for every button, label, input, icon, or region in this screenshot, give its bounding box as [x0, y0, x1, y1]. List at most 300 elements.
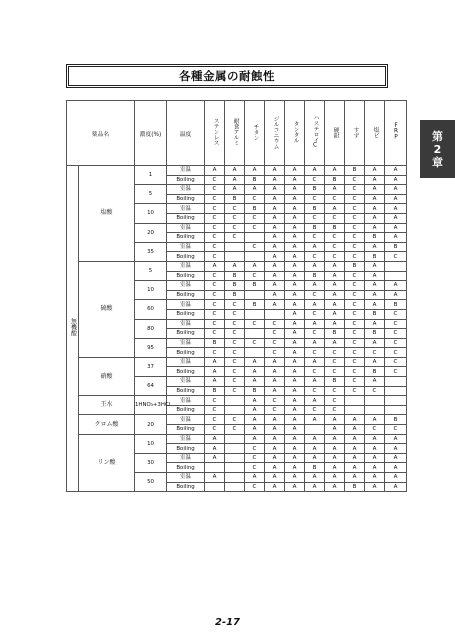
rating-cell: C: [385, 367, 407, 377]
rating-cell: A: [265, 425, 285, 435]
rating-cell: [225, 473, 245, 483]
rating-cell: C: [325, 405, 345, 415]
rating-cell: A: [205, 357, 225, 367]
rating-cell: A: [285, 175, 305, 185]
rating-cell: A: [285, 194, 305, 204]
rating-cell: A: [265, 233, 285, 243]
rating-cell: [225, 242, 245, 252]
rating-cell: C: [345, 348, 365, 358]
rating-cell: A: [305, 261, 325, 271]
rating-cell: A: [285, 425, 305, 435]
rating-cell: B: [245, 281, 265, 291]
rating-cell: A: [265, 242, 285, 252]
rating-cell: A: [225, 166, 245, 176]
rating-cell: A: [365, 271, 385, 281]
temperature-cell: Boiling: [167, 309, 205, 319]
rating-cell: A: [245, 367, 265, 377]
rating-cell: C: [325, 213, 345, 223]
rating-cell: C: [345, 223, 365, 233]
rating-cell: C: [305, 175, 325, 185]
rating-cell: C: [205, 233, 225, 243]
rating-cell: A: [365, 185, 385, 195]
rating-cell: A: [285, 357, 305, 367]
rating-cell: A: [285, 482, 305, 492]
rating-cell: C: [205, 194, 225, 204]
rating-cell: A: [365, 482, 385, 492]
rating-cell: B: [385, 300, 407, 310]
rating-cell: C: [225, 377, 245, 387]
rating-cell: B: [245, 300, 265, 310]
rating-cell: A: [265, 473, 285, 483]
header-material: 塩ビ: [365, 101, 385, 166]
rating-cell: A: [385, 204, 407, 214]
rating-cell: A: [285, 473, 305, 483]
rating-cell: A: [385, 281, 407, 291]
rating-cell: C: [265, 338, 285, 348]
temperature-cell: Boiling: [167, 463, 205, 473]
rating-cell: C: [385, 309, 407, 319]
temperature-cell: 室温: [167, 377, 205, 387]
rating-cell: A: [385, 213, 407, 223]
rating-cell: C: [265, 348, 285, 358]
rating-cell: C: [345, 386, 365, 396]
rating-cell: A: [265, 213, 285, 223]
rating-cell: C: [305, 367, 325, 377]
rating-cell: A: [365, 290, 385, 300]
rating-cell: [385, 271, 407, 281]
rating-cell: B: [385, 415, 407, 425]
rating-cell: A: [325, 482, 345, 492]
rating-cell: B: [225, 281, 245, 291]
rating-cell: A: [285, 271, 305, 281]
rating-cell: C: [345, 309, 365, 319]
rating-cell: C: [205, 252, 225, 262]
rating-cell: C: [225, 386, 245, 396]
rating-cell: A: [285, 223, 305, 233]
rating-cell: A: [385, 194, 407, 204]
rating-cell: C: [345, 377, 365, 387]
concentration-cell: 10: [135, 281, 167, 300]
rating-cell: A: [285, 204, 305, 214]
rating-cell: C: [345, 204, 365, 214]
rating-cell: B: [325, 329, 345, 339]
rating-cell: A: [385, 175, 407, 185]
rating-cell: A: [205, 261, 225, 271]
rating-cell: [305, 425, 325, 435]
rating-cell: C: [205, 185, 225, 195]
rating-cell: A: [385, 473, 407, 483]
rating-cell: C: [225, 348, 245, 358]
rating-cell: [385, 405, 407, 415]
rating-cell: A: [325, 281, 345, 291]
rating-cell: [205, 463, 225, 473]
concentration-cell: 30: [135, 453, 167, 472]
table-row: [67, 166, 407, 176]
rating-cell: C: [345, 252, 365, 262]
rating-cell: C: [345, 357, 365, 367]
rating-cell: A: [365, 377, 385, 387]
rating-cell: B: [365, 309, 385, 319]
rating-cell: C: [345, 271, 365, 281]
rating-cell: C: [305, 233, 325, 243]
rating-cell: A: [245, 166, 265, 176]
rating-cell: C: [205, 329, 225, 339]
rating-cell: A: [265, 300, 285, 310]
header-material: ハステロイC: [305, 101, 325, 166]
rating-cell: B: [305, 204, 325, 214]
rating-cell: A: [285, 377, 305, 387]
rating-cell: A: [225, 185, 245, 195]
rating-cell: A: [285, 166, 305, 176]
rating-cell: C: [345, 329, 365, 339]
rating-cell: [245, 233, 265, 243]
rating-cell: B: [365, 252, 385, 262]
rating-cell: [245, 252, 265, 262]
rating-cell: B: [345, 482, 365, 492]
rating-cell: A: [325, 473, 345, 483]
rating-cell: A: [265, 261, 285, 271]
rating-cell: C: [325, 233, 345, 243]
rating-cell: A: [265, 386, 285, 396]
rating-cell: C: [305, 194, 325, 204]
rating-cell: [365, 396, 385, 406]
temperature-cell: Boiling: [167, 367, 205, 377]
rating-cell: C: [245, 463, 265, 473]
chapter-tab-line2: 2: [433, 142, 442, 156]
rating-cell: A: [325, 463, 345, 473]
rating-cell: C: [345, 290, 365, 300]
rating-cell: A: [205, 473, 225, 483]
rating-cell: A: [285, 367, 305, 377]
rating-cell: A: [225, 261, 245, 271]
rating-cell: A: [365, 175, 385, 185]
rating-cell: A: [345, 473, 365, 483]
rating-cell: A: [285, 396, 305, 406]
rating-cell: A: [245, 261, 265, 271]
rating-cell: A: [245, 425, 265, 435]
temperature-cell: Boiling: [167, 348, 205, 358]
rating-cell: C: [305, 290, 325, 300]
rating-cell: A: [265, 271, 285, 281]
rating-cell: [245, 348, 265, 358]
temperature-cell: Boiling: [167, 329, 205, 339]
rating-cell: C: [205, 405, 225, 415]
rating-cell: A: [285, 185, 305, 195]
rating-cell: A: [365, 444, 385, 454]
temperature-cell: 室温: [167, 242, 205, 252]
rating-cell: C: [345, 242, 365, 252]
rating-cell: [385, 386, 407, 396]
header-material: FRP: [385, 101, 407, 166]
rating-cell: A: [285, 261, 305, 271]
temperature-cell: 室温: [167, 338, 205, 348]
rating-cell: C: [345, 300, 365, 310]
rating-cell: C: [205, 223, 225, 233]
rating-cell: A: [285, 233, 305, 243]
header-concentration: 濃度(%): [135, 101, 167, 166]
rating-cell: A: [385, 185, 407, 195]
rating-cell: [245, 309, 265, 319]
rating-cell: B: [345, 261, 365, 271]
rating-cell: C: [245, 319, 265, 329]
rating-cell: A: [325, 434, 345, 444]
rating-cell: C: [245, 482, 265, 492]
header-material: 硬鉛: [325, 101, 345, 166]
table-header-row: [67, 101, 407, 166]
rating-cell: A: [265, 252, 285, 262]
rating-cell: [385, 377, 407, 387]
rating-cell: A: [205, 444, 225, 454]
rating-cell: [345, 405, 365, 415]
rating-cell: [365, 405, 385, 415]
rating-cell: A: [305, 434, 325, 444]
rating-cell: B: [245, 175, 265, 185]
rating-cell: A: [365, 281, 385, 291]
temperature-cell: 室温: [167, 300, 205, 310]
rating-cell: A: [285, 338, 305, 348]
rating-cell: C: [365, 386, 385, 396]
temperature-cell: 室温: [167, 185, 205, 195]
rating-cell: A: [325, 271, 345, 281]
rating-cell: A: [285, 309, 305, 319]
rating-cell: C: [205, 175, 225, 185]
concentration-cell: 10: [135, 204, 167, 223]
temperature-cell: 室温: [167, 453, 205, 463]
rating-cell: C: [205, 213, 225, 223]
chemical-name: 塩酸: [79, 166, 135, 262]
rating-cell: A: [285, 213, 305, 223]
rating-cell: C: [205, 281, 225, 291]
rating-cell: A: [265, 415, 285, 425]
rating-cell: A: [345, 434, 365, 444]
rating-cell: A: [245, 415, 265, 425]
rating-cell: A: [325, 185, 345, 195]
rating-cell: [245, 290, 265, 300]
rating-cell: C: [205, 271, 225, 281]
rating-cell: C: [245, 271, 265, 281]
rating-cell: B: [305, 185, 325, 195]
rating-cell: C: [245, 213, 265, 223]
temperature-cell: 室温: [167, 396, 205, 406]
rating-cell: B: [365, 329, 385, 339]
rating-cell: A: [325, 300, 345, 310]
table-row: [67, 357, 407, 367]
rating-cell: A: [365, 319, 385, 329]
chemical-name: 硫酸: [79, 261, 135, 357]
rating-cell: A: [365, 473, 385, 483]
rating-cell: C: [265, 396, 285, 406]
rating-cell: A: [385, 444, 407, 454]
rating-cell: A: [325, 444, 345, 454]
temperature-cell: Boiling: [167, 425, 205, 435]
temperature-cell: Boiling: [167, 405, 205, 415]
rating-cell: [225, 396, 245, 406]
rating-cell: A: [365, 434, 385, 444]
rating-cell: A: [245, 185, 265, 195]
rating-cell: C: [205, 396, 225, 406]
rating-cell: B: [305, 271, 325, 281]
rating-cell: A: [285, 463, 305, 473]
rating-cell: A: [365, 194, 385, 204]
rating-cell: A: [385, 223, 407, 233]
rating-cell: A: [385, 463, 407, 473]
rating-cell: C: [305, 329, 325, 339]
rating-cell: A: [245, 434, 265, 444]
rating-cell: C: [205, 309, 225, 319]
rating-cell: [385, 261, 407, 271]
rating-cell: C: [385, 329, 407, 339]
rating-cell: C: [305, 348, 325, 358]
rating-cell: A: [285, 252, 305, 262]
rating-cell: C: [345, 319, 365, 329]
rating-cell: A: [245, 377, 265, 387]
chapter-tab: [420, 120, 455, 178]
rating-cell: [225, 453, 245, 463]
rating-cell: A: [265, 290, 285, 300]
rating-cell: A: [245, 405, 265, 415]
rating-cell: A: [265, 463, 285, 473]
rating-cell: C: [225, 309, 245, 319]
temperature-cell: Boiling: [167, 233, 205, 243]
temperature-cell: 室温: [167, 434, 205, 444]
rating-cell: C: [225, 319, 245, 329]
rating-cell: [225, 444, 245, 454]
table-row: [67, 396, 407, 406]
rating-cell: C: [205, 300, 225, 310]
rating-cell: A: [305, 338, 325, 348]
rating-cell: C: [385, 425, 407, 435]
rating-cell: A: [285, 300, 305, 310]
rating-cell: A: [205, 434, 225, 444]
rating-cell: B: [365, 367, 385, 377]
rating-cell: A: [285, 415, 305, 425]
rating-cell: C: [305, 405, 325, 415]
rating-cell: C: [225, 367, 245, 377]
rating-cell: C: [225, 204, 245, 214]
rating-cell: A: [265, 377, 285, 387]
temperature-cell: Boiling: [167, 213, 205, 223]
rating-cell: C: [325, 357, 345, 367]
rating-cell: A: [265, 367, 285, 377]
header-material: すず: [345, 101, 365, 166]
rating-cell: A: [305, 300, 325, 310]
chapter-tab-line3: 章: [432, 155, 443, 169]
rating-cell: A: [325, 261, 345, 271]
rating-cell: [385, 396, 407, 406]
rating-cell: A: [365, 357, 385, 367]
rating-cell: C: [245, 194, 265, 204]
rating-cell: A: [325, 319, 345, 329]
temperature-cell: Boiling: [167, 482, 205, 492]
rating-cell: A: [305, 444, 325, 454]
rating-cell: A: [265, 453, 285, 463]
header-material: 耐食アルミ: [225, 101, 245, 166]
rating-cell: C: [245, 338, 265, 348]
rating-cell: C: [265, 319, 285, 329]
header-chemical: 薬品名: [67, 101, 135, 166]
rating-cell: A: [305, 242, 325, 252]
rating-cell: C: [225, 213, 245, 223]
rating-cell: A: [245, 357, 265, 367]
rating-cell: C: [345, 185, 365, 195]
chemical-name: 王水: [79, 396, 135, 415]
rating-cell: C: [245, 444, 265, 454]
rating-cell: C: [225, 415, 245, 425]
group-label-text: 無機酸: [69, 318, 77, 337]
rating-cell: C: [305, 213, 325, 223]
rating-cell: A: [265, 175, 285, 185]
rating-cell: A: [365, 204, 385, 214]
rating-cell: A: [365, 261, 385, 271]
rating-cell: A: [345, 415, 365, 425]
rating-cell: C: [385, 319, 407, 329]
rating-cell: C: [225, 338, 245, 348]
rating-cell: C: [225, 300, 245, 310]
rating-cell: C: [245, 453, 265, 463]
rating-cell: A: [345, 444, 365, 454]
concentration-cell: 37: [135, 357, 167, 376]
rating-cell: A: [365, 415, 385, 425]
rating-cell: B: [345, 166, 365, 176]
rating-cell: A: [285, 281, 305, 291]
rating-cell: A: [365, 338, 385, 348]
temperature-cell: 室温: [167, 281, 205, 291]
rating-cell: A: [305, 377, 325, 387]
rating-cell: A: [305, 357, 325, 367]
rating-cell: C: [385, 348, 407, 358]
concentration-cell: 5: [135, 185, 167, 204]
rating-cell: A: [245, 473, 265, 483]
rating-cell: A: [285, 405, 305, 415]
rating-cell: [205, 482, 225, 492]
rating-cell: C: [225, 223, 245, 233]
header-material: タンタル: [285, 101, 305, 166]
rating-cell: A: [285, 290, 305, 300]
rating-cell: B: [325, 175, 345, 185]
rating-cell: A: [385, 233, 407, 243]
header-temperature: 温度: [167, 101, 205, 166]
rating-cell: [225, 463, 245, 473]
rating-cell: C: [305, 386, 325, 396]
rating-cell: A: [345, 463, 365, 473]
rating-cell: C: [245, 223, 265, 233]
rating-cell: A: [365, 166, 385, 176]
rating-cell: B: [385, 242, 407, 252]
rating-cell: B: [365, 233, 385, 243]
rating-cell: A: [305, 482, 325, 492]
rating-cell: A: [225, 175, 245, 185]
rating-cell: C: [305, 252, 325, 262]
chemical-name: リン酸: [79, 434, 135, 492]
concentration-cell: 35: [135, 242, 167, 261]
rating-cell: A: [265, 204, 285, 214]
rating-cell: A: [385, 453, 407, 463]
rating-cell: [225, 482, 245, 492]
temperature-cell: Boiling: [167, 175, 205, 185]
rating-cell: A: [265, 223, 285, 233]
temperature-cell: Boiling: [167, 290, 205, 300]
concentration-cell: 80: [135, 319, 167, 338]
rating-cell: [225, 434, 245, 444]
rating-cell: A: [285, 444, 305, 454]
temperature-cell: 室温: [167, 473, 205, 483]
rating-cell: A: [385, 482, 407, 492]
temperature-cell: 室温: [167, 319, 205, 329]
rating-cell: A: [285, 242, 305, 252]
rating-cell: C: [325, 252, 345, 262]
rating-cell: A: [205, 166, 225, 176]
rating-cell: C: [385, 357, 407, 367]
